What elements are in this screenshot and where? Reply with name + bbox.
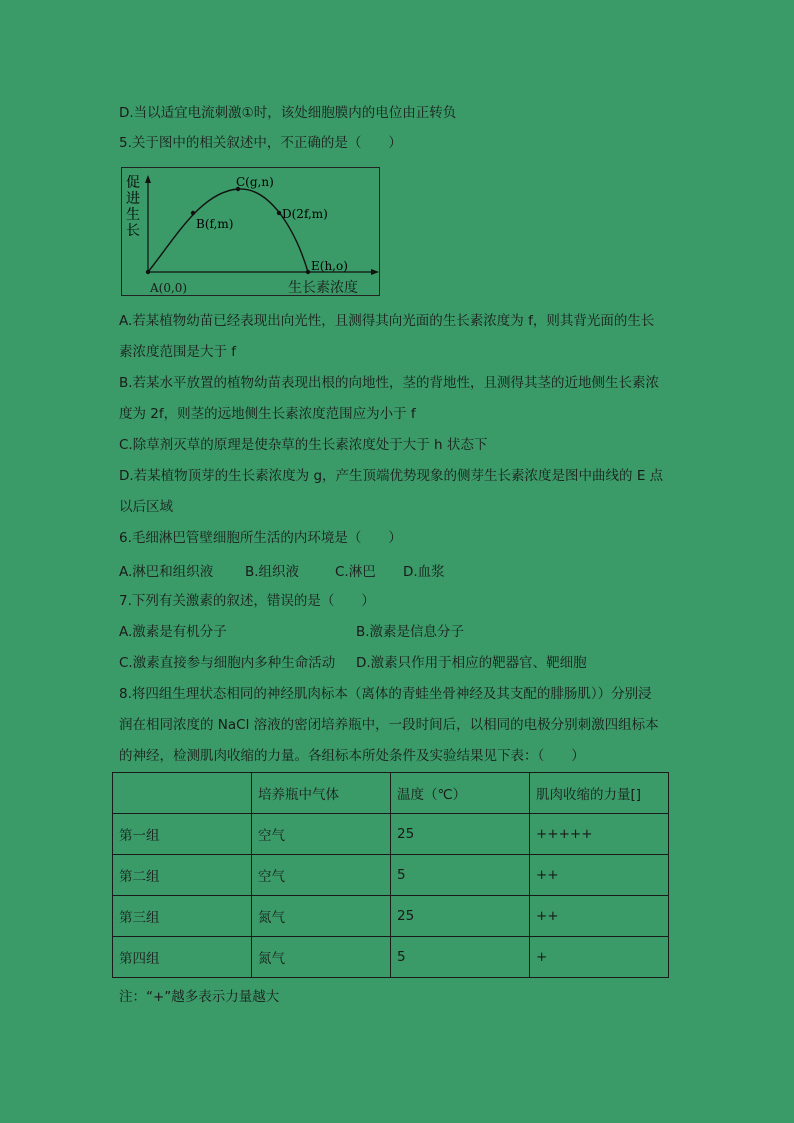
table-cell: 5 (391, 937, 530, 978)
xlabel: 生长素浓度 (288, 280, 358, 296)
q8-stem-3: 的神经，检测肌肉收缩的力量。各组标本所处条件及实验结果见下表：（ ） (119, 748, 585, 764)
q4-option-d: D.当以适宜电流刺激①时，该处细胞膜内的电位由正转负 (119, 105, 457, 121)
q8-results-table (112, 772, 669, 978)
point-d (277, 211, 281, 215)
q5-option-c: C.除草剂灭草的原理是使杂草的生长素浓度处于大于 h 状态下 (119, 437, 488, 453)
q7-option-c: C.激素直接参与细胞内多种生命活动 (119, 655, 336, 671)
q8-stem-1: 8.将四组生理状态相同的神经肌肉标本（离体的青蛙坐骨神经及其支配的腓肠肌））分别浸 (119, 686, 652, 702)
growth-curve-svg (121, 167, 380, 296)
point-b (191, 211, 195, 215)
q5-option-b-2: 度为 2f，则茎的远地侧生长素浓度范围应为小于 f (119, 406, 416, 422)
table-cell: +++++ (530, 814, 669, 855)
table-row (113, 855, 669, 896)
q7-option-a: A.激素是有机分子 (119, 624, 227, 640)
x-axis-arrow (371, 269, 379, 275)
table-header-cell: 培养瓶中气体 (252, 773, 391, 814)
q5-option-b-1: B.若某水平放置的植物幼苗表现出根的向地性，茎的背地性，且测得其茎的近地侧生长素浓 (119, 375, 660, 391)
q5-option-d-2: 以后区域 (119, 499, 173, 515)
q7-option-d: D.激素只作用于相应的靶器官、靶细胞 (356, 655, 587, 671)
q6-option-b: B.组织液 (245, 564, 300, 580)
table-cell: ++ (530, 855, 669, 896)
q8-note: 注：“+”越多表示力量越大 (119, 989, 280, 1005)
q6-option-d: D.血浆 (403, 564, 445, 580)
table-row (113, 937, 669, 978)
table-header-cell: 肌肉收缩的力量[] (530, 773, 669, 814)
point-e (306, 270, 310, 274)
label-e: E(h,o) (311, 259, 348, 273)
table-cell: 空气 (252, 855, 391, 896)
q8-stem-2: 润在相同浓度的 NaCl 溶液的密闭培养瓶中，一段时间后，以相同的电极分别刺激四组标本 (119, 717, 659, 733)
table-cell: 第三组 (113, 896, 252, 937)
table-cell: 5 (391, 855, 530, 896)
q7-option-b: B.激素是信息分子 (356, 624, 465, 640)
q5-option-a-2: 素浓度范围是大于 f (119, 344, 237, 360)
table-header-cell: 温度（℃） (391, 773, 530, 814)
table-cell: 氮气 (252, 937, 391, 978)
q5-option-a-1: A.若某植物幼苗已经表现出向光性，且测得其向光面的生长素浓度为 f，则其背光面的生长 (119, 313, 655, 329)
table-cell: + (530, 937, 669, 978)
table-cell: 第二组 (113, 855, 252, 896)
table-cell: 25 (391, 896, 530, 937)
table-row (113, 896, 669, 937)
q6-option-c: C.淋巴 (335, 564, 376, 580)
table-row (113, 814, 669, 855)
q5-stem: 5.关于图中的相关叙述中，不正确的是（ ） (119, 135, 402, 151)
q5-graph (121, 167, 380, 296)
label-c: C(g,n) (236, 175, 274, 189)
table-header-row (113, 773, 669, 814)
q6-option-a: A.淋巴和组织液 (119, 564, 214, 580)
table-cell: 25 (391, 814, 530, 855)
table-cell: ++ (530, 896, 669, 937)
label-b: B(f,m) (196, 217, 234, 231)
table-cell: 氮气 (252, 896, 391, 937)
table-cell: 第一组 (113, 814, 252, 855)
ylabel-3: 生 (126, 207, 140, 223)
table-cell: 第四组 (113, 937, 252, 978)
label-d: D(2f,m) (282, 207, 328, 221)
q5-option-d-1: D.若某植物顶芽的生长素浓度为 g，产生顶端优势现象的侧芽生长素浓度是图中曲线的 E 点 (119, 468, 664, 484)
q6-options (119, 560, 445, 580)
ylabel-1: 促 (126, 175, 140, 191)
q7-stem: 7.下列有关激素的叙述，错误的是（ ） (119, 593, 375, 609)
ylabel-2: 进 (126, 191, 140, 207)
point-a (146, 270, 150, 274)
table-cell: 空气 (252, 814, 391, 855)
y-axis-arrow (145, 175, 151, 183)
q6-stem: 6.毛细淋巴管壁细胞所生活的内环境是（ ） (119, 530, 402, 546)
ylabel-4: 长 (126, 223, 140, 239)
table-header-cell (113, 773, 252, 814)
label-a: A(0,0) (150, 281, 188, 295)
